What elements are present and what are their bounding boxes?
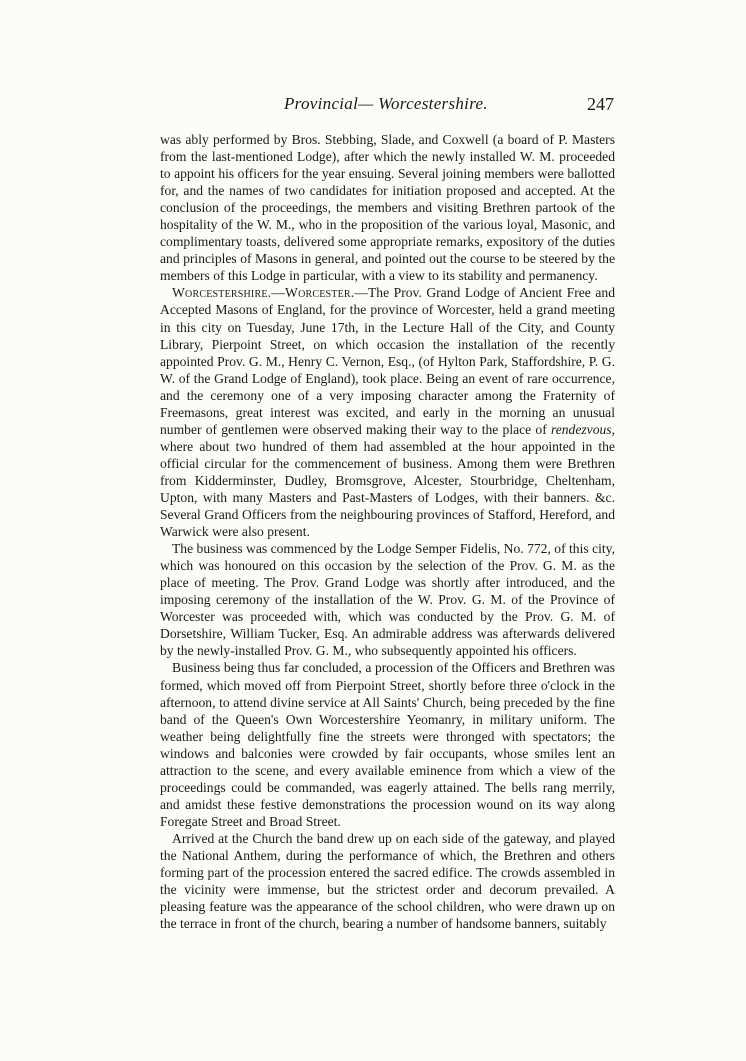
paragraph-1: was ably performed by Bros. Stebbing, Slade, and Coxwell (a board of P. Masters from the last-mentioned Lodge), after which the newly installed W. M. proceeded to appoint his officers for the year ensuing. Several joining members were ballotted for, and the names of two candidates for initiation proposed and accepted. At the conclusion of the proceedings, the members and visiting Brethren partook of the hospitality of the W. M., who in the proposition of the various loyal, Masonic, and complimentary toasts, delivered some appropriate remarks, expository of the duties and principles of Masons in general, and pointed out the course to be steered by the members of this Lodge in particular, with a view to its stability and permanency.: [160, 132, 615, 284]
section-heading: Worcestershire.—Worcester.: [172, 285, 355, 301]
page-number: 247: [587, 94, 614, 114]
running-head: [158, 94, 614, 120]
paragraph-2-italic: rendezvous,: [550, 421, 615, 437]
paragraph-3: The business was commenced by the Lodge Semper Fidelis, No. 772, of this city, which was honoured on this occasion by the selection of the Prov. G. M. as the place of meeting. The Prov. Grand Lodge was shortly after introduced, and the imposing ceremony of the installation of the W. Prov. G. M. of the Province of Worcester was proceeded with, which was conducted by the Prov. G. M. of Dorsetshire, William Tucker, Esq. An admirable address was afterwards delivered by the newly-installed Prov. G. M., who subsequently appointed his officers.: [160, 541, 615, 659]
paragraph-5: Arrived at the Church the band drew up on each side of the gateway, and played the National Anthem, during the performance of which, the Brethren and others forming part of the procession entered the sacred edifice. The crowds assembled in the vicinity were immense, but the strictest order and decorum prevailed. A pleasing feature was the appearance of the school children, who were drawn up on the terrace in front of the church, bearing a number of handsome banners, suitably: [160, 830, 615, 932]
paragraph-2-text-b: where about two hundred of them had assembled at the hour appointed in the official circular for the commencement of business. Among them were Brethren from Kidderminster, Dudley, Bromsgrove, Alcester, Stourbridge, Cheltenham, Upton, with many Masters and Past-Masters of Lodges, with their banners. &c. Several Grand Officers from the neighbouring provinces of Stafford, Hereford, and Warwick were also present.: [160, 438, 615, 540]
running-title: Provincial— Worcestershire.: [284, 94, 488, 113]
paragraph-2: [160, 284, 615, 540]
paragraph-2-text-a: —The Prov. Grand Lodge of Ancient Free and Accepted Masons of England, for the province of Worcester, held a grand meeting in this city on Tuesday, June 17th, in the Lecture Hall of the City, and County Library, Pierpoint Street, on which occasion the installation of the recently appointed Prov. G. M., Henry C. Vernon, Esq., (of Hylton Park, Staffordshire, P. G. W. of the Grand Lodge of England), took place. Being an event of rare occurrence, and the ceremony one of a very imposing character among the Fraternity of Freemasons, great interest was excited, and early in the morning an unusual number of gentlemen were observed making their way to the place of: [160, 285, 615, 437]
paragraph-4: Business being thus far concluded, a procession of the Officers and Brethren was formed, which moved off from Pierpoint Street, shortly before three o'clock in the afternoon, to attend divine service at All Saints' Church, being preceded by the fine band of the Queen's Own Worcestershire Yeomanry, in military uniform. The weather being delightfully fine the streets were thronged with spectators; the windows and balconies were crowded by fair occupants, whose smiles lent an attraction to the scene, and every available eminence from which a view of the proceedings could be commanded, was eagerly attained. The bells rang merrily, and amidst these festive demonstrations the procession wound on its way along Foregate Street and Broad Street.: [160, 660, 615, 829]
body-text: [160, 131, 615, 932]
